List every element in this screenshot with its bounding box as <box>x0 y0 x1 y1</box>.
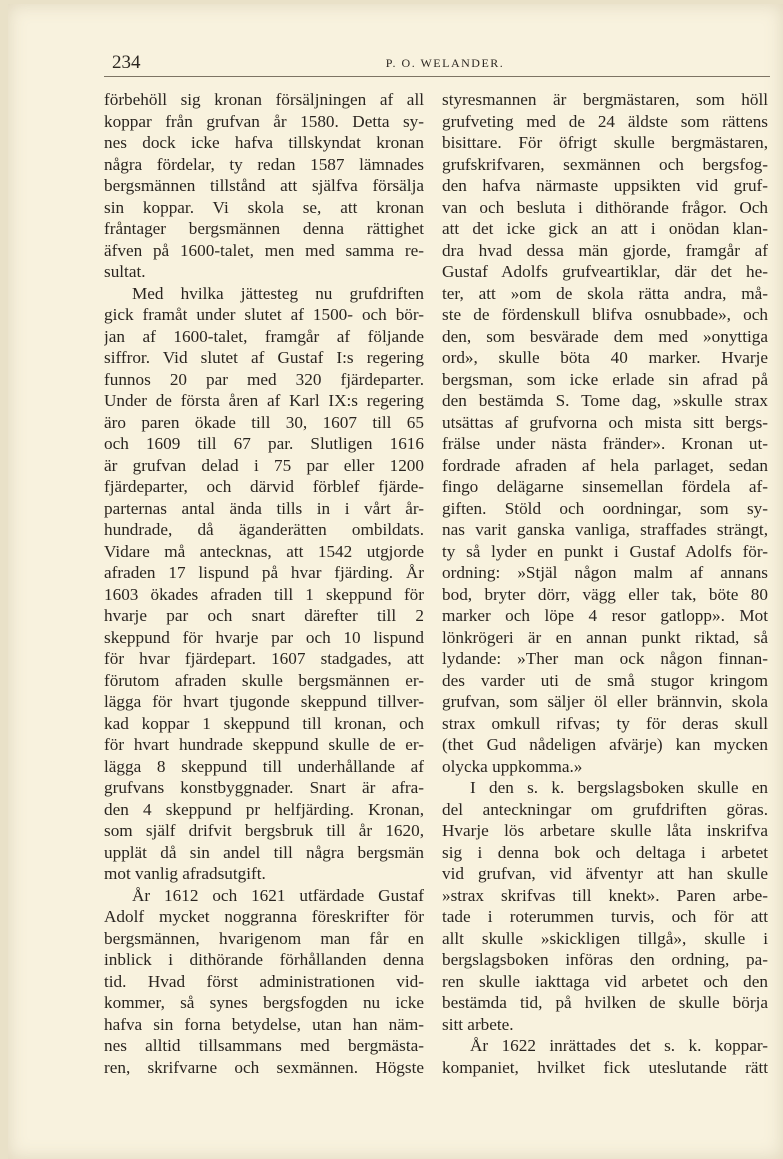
text-line: sitt arbete. <box>442 1014 514 1034</box>
text-line: afraden 17 lispund på hvar fjärding. År <box>104 563 424 582</box>
text-line: tade i roterummen turvis, och för att <box>442 907 768 926</box>
text-line: bergsmännen tillstånd att själfva försälja <box>104 176 424 195</box>
text-line: des varder uti de små stugor kringom <box>442 670 768 690</box>
text-line: kad koppar 1 skeppund till kronan, och <box>104 713 424 733</box>
text-line: några fördelar, ty redan 1587 lämnades <box>104 154 424 174</box>
text-line: ren, skrifvarne och sexmännen. Högste <box>104 1057 424 1077</box>
text-line: mot vanlig afradsutgift. <box>104 864 266 883</box>
page-header <box>112 52 778 78</box>
text-line: Med hvilka jättesteg nu grufdriften <box>132 283 424 303</box>
text-line: funnos 20 par med 320 fjärdeparter. <box>104 369 424 389</box>
text-line: fjärdeparter, och därvid förblef fjärde- <box>104 477 424 496</box>
page-number: 234 <box>112 52 141 73</box>
text-line: År 1622 inrättades det s. k. koppar- <box>470 1036 768 1055</box>
text-column-right <box>442 89 768 1078</box>
text-line: den 4 skeppund pr helfjärding. Kronan, <box>104 799 424 819</box>
text-line: giften. Stöld och oordningar, som sy- <box>442 498 768 518</box>
text-line: bergsman, som icke erlade sin afrad på <box>442 369 768 389</box>
text-line: ord», skulle böta 40 marker. Hvarje <box>442 348 768 367</box>
paragraph <box>442 89 768 777</box>
text-line: frälse under nästa fränder». Kronan ut- <box>442 434 768 453</box>
text-line: äro paren ökade till 30, 1607 till 65 <box>104 412 424 432</box>
text-line: fingo delägarne sinsemellan fördela af- <box>442 477 768 496</box>
text-line: lydande: »Ther man ock någon finnan- <box>442 649 768 668</box>
header-rule <box>104 76 770 77</box>
text-line: förutom afraden skulle bergsmännen er- <box>104 670 424 690</box>
text-line: ter, att »om de skola rätta andra, må- <box>442 283 768 303</box>
text-line: del anteckningar om grufdriften göras. <box>442 799 768 819</box>
text-column-left <box>104 89 424 1078</box>
text-line: Vidare må antecknas, att 1542 utgjorde <box>104 541 424 561</box>
text-line: grufvans konstbyggnader. Snart är afra- <box>104 778 424 797</box>
text-line: är grufvan delad i 75 par eller 1200 <box>104 455 424 475</box>
text-line: kompaniet, hvilket fick uteslutande rätt <box>442 1057 768 1077</box>
text-line: att det icke gick an att i onödan klan- <box>442 219 768 238</box>
text-line: äfven på 1600-talet, men med samma re- <box>104 240 424 260</box>
text-line: sig i denna bok och deltaga i arbetet <box>442 842 768 862</box>
text-line: den hafva närmaste uppsikten vid gruf- <box>442 176 768 195</box>
text-line: nes alltid tillsammans med bergmästa- <box>104 1036 424 1055</box>
text-line: bod, bryter dörr, vägg eller tak, böte 80 <box>442 584 768 604</box>
text-line: Under de första åren af Karl IX:s regering <box>104 391 424 410</box>
text-line: Hvarje lös arbetare skulle låta inskrifva <box>442 821 768 840</box>
text-line: styresmannen är bergmästaren, som höll <box>442 90 768 109</box>
text-line: hundrade, då äganderätten ombildats. <box>104 520 424 539</box>
text-line: År 1612 och 1621 utfärdade Gustaf <box>132 885 424 905</box>
text-line: I den s. k. bergslagsboken skulle en <box>470 778 768 797</box>
text-line: olycka uppkomma.» <box>442 756 583 776</box>
text-line: grufskrifvaren, sexmännen och bergsfog- <box>442 154 768 174</box>
text-line: »strax skrifvas till knekt». Paren arbe- <box>442 885 768 905</box>
text-line: Gustaf Adolfs grufveartiklar, där det he- <box>442 262 768 281</box>
paragraph <box>104 283 424 885</box>
text-line: van och besluta i dithörande frågor. Och <box>442 197 768 217</box>
text-line: inblick i dithörande förhållanden denna <box>104 950 424 969</box>
text-line: marker och löpe 4 resor gatlopp». Mot <box>442 606 768 625</box>
text-line: jan af 1600-talet, framgår af följande <box>104 326 424 346</box>
text-line: Adolf mycket noggranna föreskrifter för <box>104 907 424 926</box>
text-line: nes dock icke hafva tillskyndat kronan <box>104 133 424 152</box>
text-line: och 1609 till 67 par. Slutligen 1616 <box>104 434 424 453</box>
text-line: allt skulle »skickligen tillgå», skulle i <box>442 928 768 948</box>
text-line: för hvart hundrade skeppund skulle de er- <box>104 735 424 754</box>
text-line: fordrade afraden af hela parlaget, sedan <box>442 455 768 475</box>
text-line: dra hvad dessa män gjorde, framgår af <box>442 240 768 260</box>
paragraph <box>442 1035 768 1078</box>
text-line: 1603 ökades afraden till 1 skeppund för <box>104 584 424 604</box>
paragraph <box>104 885 424 1079</box>
text-line: ty så lyder en punkt i Gustaf Adolfs för- <box>442 541 768 561</box>
paragraph <box>104 89 424 283</box>
text-line: strax omkull rifvas; ty för deras skull <box>442 713 768 733</box>
paragraph <box>442 777 768 1035</box>
text-line: bisittare. För öfrigt skulle bergmästaren, <box>442 133 768 152</box>
text-line: grufvan, som säljer öl eller brännvin, skola <box>442 692 768 711</box>
text-line: gick framåt under slutet af 1500- och bör- <box>104 305 424 324</box>
text-line: sin koppar. Vi skola se, att kronan <box>104 197 424 217</box>
text-line: bergsmännen, hvarigenom man får en <box>104 928 424 948</box>
text-line: hafva sin forna betydelse, utan han näm- <box>104 1014 424 1034</box>
text-line: lägga 8 skeppund till underhållande af <box>104 756 424 776</box>
text-line: sultat. <box>104 262 146 281</box>
text-line: siffror. Vid slutet af Gustaf I:s regering <box>104 348 424 367</box>
text-line: ren skulle iakttaga vid arbetet och den <box>442 971 768 991</box>
text-line: parternas antal ända tills in i vårt år- <box>104 498 424 518</box>
text-line: hvarje par och snart därefter till 2 <box>104 606 424 625</box>
text-line: nas varit ganska vanliga, straffades strängt, <box>442 520 768 539</box>
text-line: vid grufvan, vid äfventyr att han skulle <box>442 864 768 883</box>
text-line: ste de fördenskull blifva osnubbade», och <box>442 305 768 324</box>
text-line: för hvar fjärdepart. 1607 stadgades, att <box>104 649 424 668</box>
text-line: bestämda tid, på hvilken de skulle börja <box>442 993 768 1012</box>
text-line: ordning: »Stjäl någon malm af annans <box>442 563 768 582</box>
text-line: skeppund för hvarje par och 10 lispund <box>104 627 424 647</box>
text-line: utsättas af grufvorna och mista sitt bergs- <box>442 412 768 432</box>
text-line: koppar från grufvan år 1580. Detta sy- <box>104 111 424 131</box>
text-line: grufveting med de 24 äldste som rättens <box>442 111 768 131</box>
text-line: bergslagsboken införas den ordning, pa- <box>442 950 768 969</box>
text-line: fråntager bergsmännen denna rättighet <box>104 219 424 238</box>
text-line: kommer, så synes bergsfogden nu icke <box>104 993 424 1012</box>
text-line: (thet Gud nådeligen afvärje) kan mycken <box>442 735 768 754</box>
text-line: den, som besvärade dem med »onyttiga <box>442 326 768 346</box>
text-line: den bestämda S. Tome dag, »skulle strax <box>442 391 768 410</box>
text-line: lönkrögeri är en annan punkt riktad, så <box>442 627 768 647</box>
text-line: förbehöll sig kronan försäljningen af all <box>104 90 424 109</box>
text-line: upplät då sin andel till några bergsmän <box>104 842 424 862</box>
text-line: som själf drifvit bergsbruk till år 1620, <box>104 821 424 840</box>
text-line: tid. Hvad först administrationen vid- <box>104 971 424 991</box>
text-line: lägga för hvart tjugonde skeppund tillver- <box>104 692 424 711</box>
running-head: P. O. WELANDER. <box>385 56 505 70</box>
